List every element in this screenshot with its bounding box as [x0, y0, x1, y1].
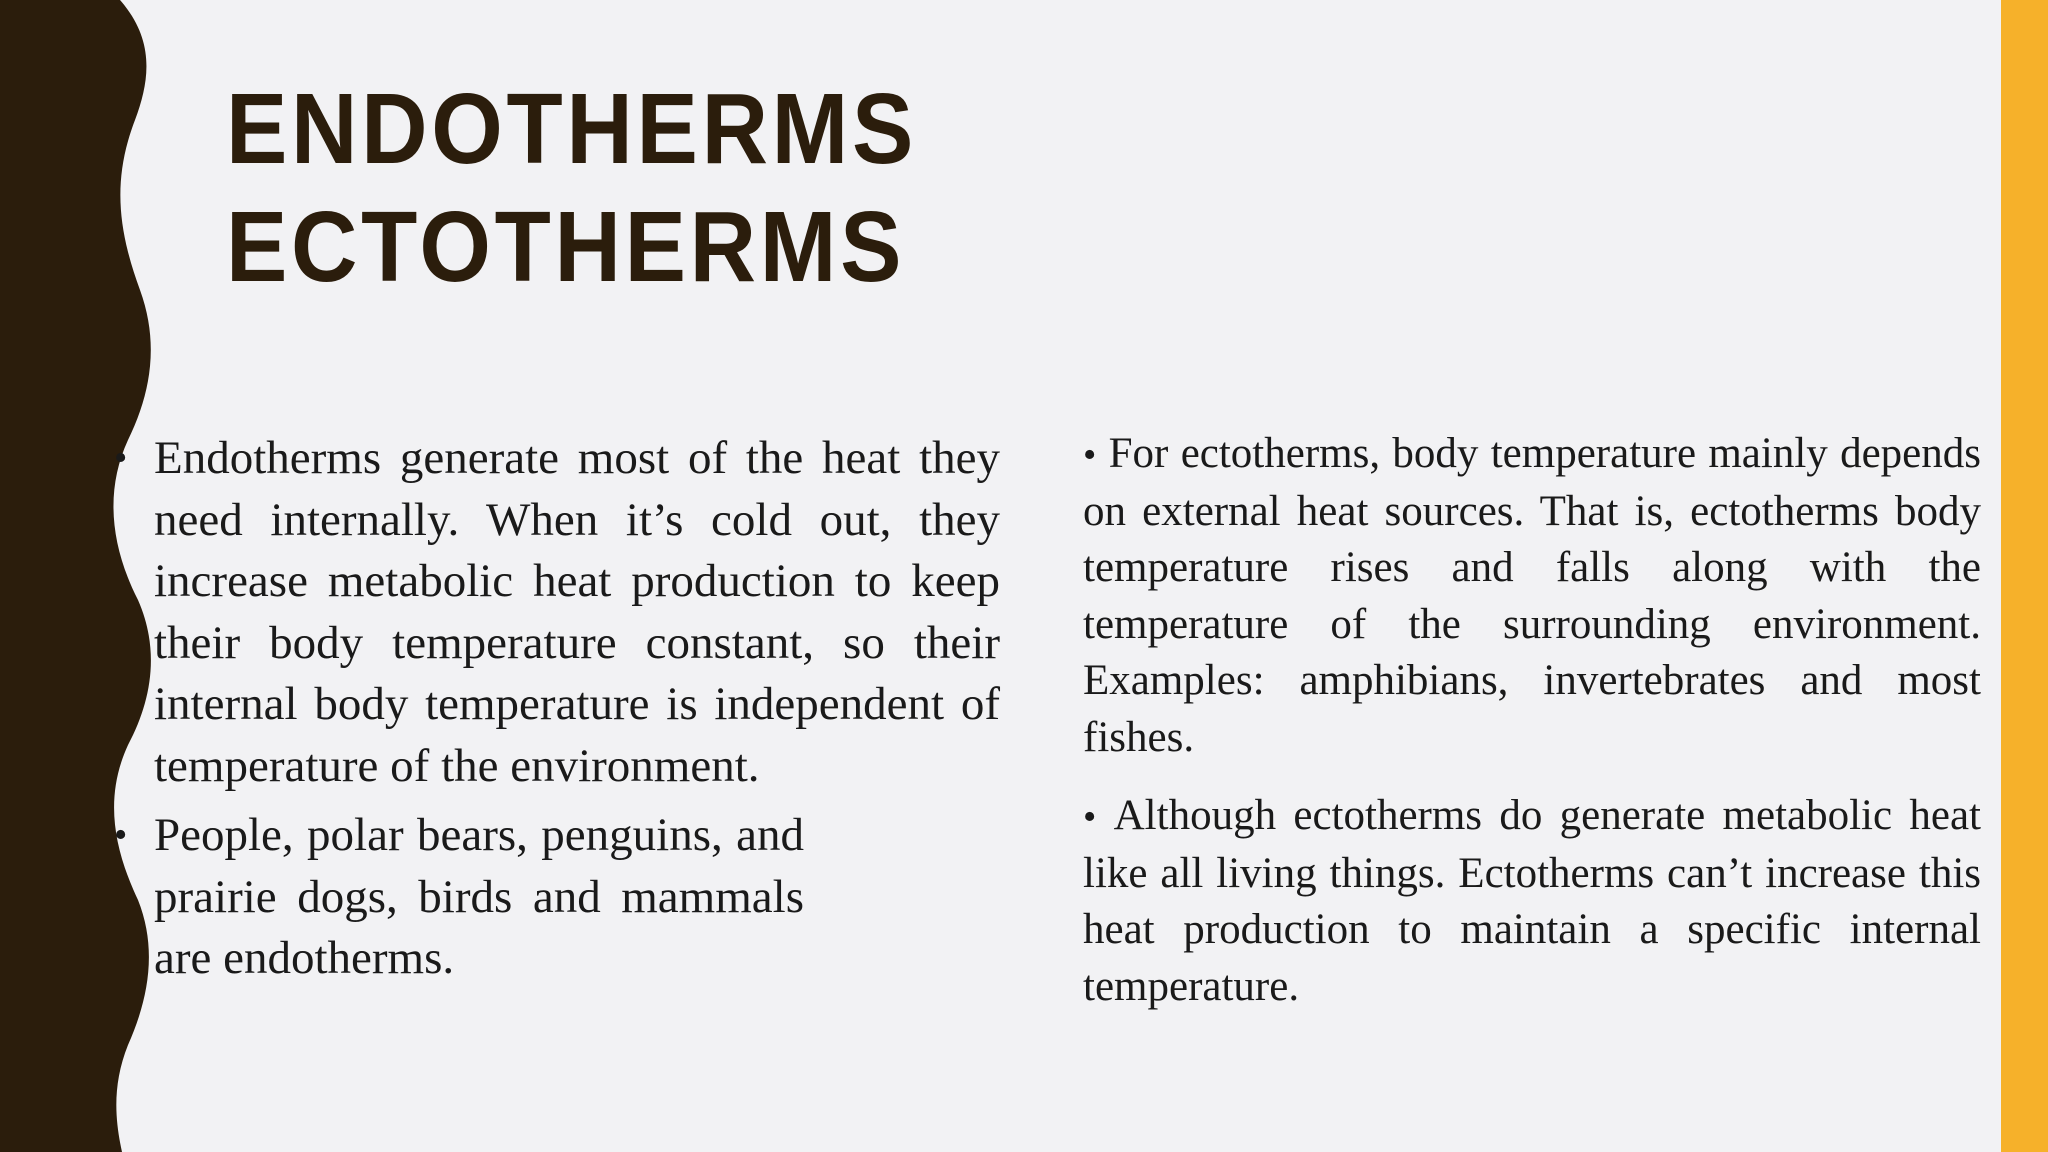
bullet-text: Although ectotherms do generate metabolic heat like all living things. Ectotherms can’t increase this heat production to maintain a specific internal temperature. — [1083, 792, 1982, 1010]
slide-title — [226, 70, 917, 306]
bullet-icon: • — [114, 437, 128, 479]
bullet-text: For ectotherms, body temperature mainly depends on external heat sources. That is, ectotherms body temperature rises and falls along with the temperature of the surrounding environment. Examples: amphibians, invertebrates and most fishes. — [1083, 430, 1982, 761]
left-column — [114, 428, 1000, 990]
bullet-ectotherms-metabolism — [1083, 788, 1981, 1015]
right-column — [1083, 426, 1981, 1015]
bullet-endotherms-definition — [114, 428, 1000, 797]
bullet-text: Endotherms generate most of the heat they need internally. When it’s cold out, they increase metabolic heat production to keep their body temperature constant, so their internal body temperature is independent of temperature of the environment. — [154, 432, 1000, 792]
bullet-ectotherms-definition — [1083, 426, 1981, 766]
accent-bar — [2001, 0, 2048, 1152]
bullet-icon: • — [1083, 434, 1097, 476]
bullet-icon: • — [1083, 796, 1097, 838]
title-line-ectotherms: ECTOTHERMS — [226, 191, 906, 303]
bullet-text: People, polar bears, penguins, and prairie dogs, birds and mammals are endotherms. — [154, 809, 804, 984]
bullet-endotherms-examples — [114, 805, 804, 990]
title-line-endotherms: ENDOTHERMS — [226, 73, 918, 185]
bullet-icon: • — [114, 814, 128, 856]
